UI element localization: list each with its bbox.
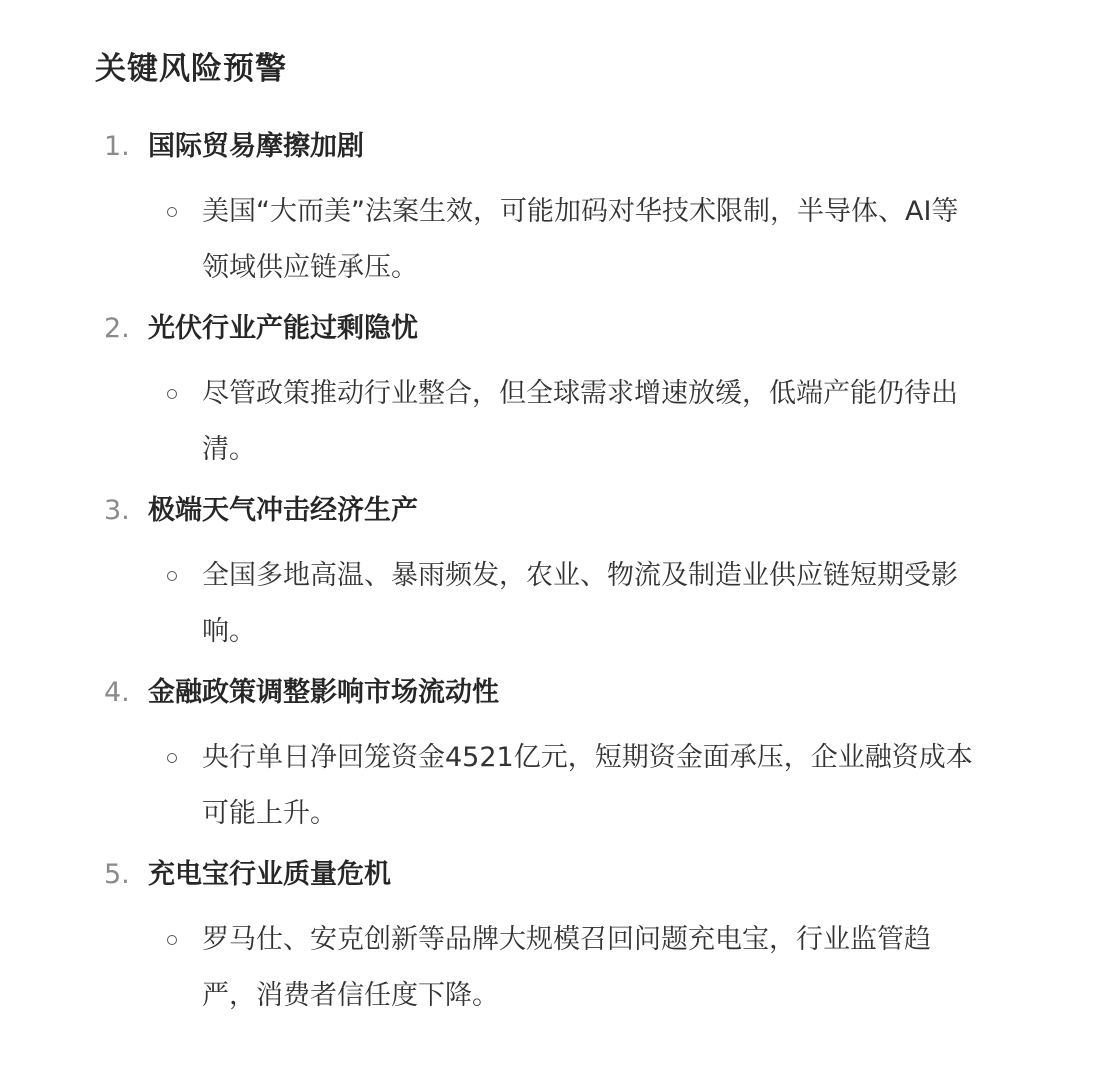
description-line: 清。 <box>202 434 256 465</box>
item-title: 国际贸易摩擦加剧 <box>148 131 364 162</box>
item-title: 极端天气冲击经济生产 <box>148 495 418 526</box>
item-number: 5. <box>104 859 130 890</box>
description-line: 可能上升。 <box>202 798 337 829</box>
item-description <box>202 548 1062 660</box>
section-heading: 关键风险预警 <box>95 51 287 87</box>
item-number: 3. <box>104 495 130 526</box>
description-line: 严，消费者信任度下降。 <box>202 980 499 1011</box>
circle-bullet-icon <box>167 571 177 581</box>
item-number: 2. <box>104 313 130 344</box>
item-number: 4. <box>104 677 130 708</box>
circle-bullet-icon <box>167 389 177 399</box>
item-description <box>202 184 1062 296</box>
item-description <box>202 912 1062 1024</box>
item-description <box>202 730 1062 842</box>
description-line: 罗马仕、安克创新等品牌大规模召回问题充电宝，行业监管趋 <box>202 924 931 955</box>
description-line: 响。 <box>202 616 256 647</box>
description-line: 央行单日净回笼资金4521亿元，短期资金面承压，企业融资成本 <box>202 742 973 773</box>
description-line: 尽管政策推动行业整合，但全球需求增速放缓，低端产能仍待出 <box>202 378 958 409</box>
description-line: 美国“大而美”法案生效，可能加码对华技术限制，半导体、AI等 <box>202 196 959 227</box>
description-line: 领域供应链承压。 <box>202 252 418 283</box>
circle-bullet-icon <box>167 207 177 217</box>
item-number: 1. <box>104 131 130 162</box>
item-title: 金融政策调整影响市场流动性 <box>148 677 499 708</box>
item-title: 充电宝行业质量危机 <box>148 859 391 890</box>
description-line: 全国多地高温、暴雨频发，农业、物流及制造业供应链短期受影 <box>202 560 958 591</box>
item-description <box>202 366 1062 478</box>
item-title: 光伏行业产能过剩隐忧 <box>148 313 418 344</box>
circle-bullet-icon <box>167 753 177 763</box>
circle-bullet-icon <box>167 935 177 945</box>
